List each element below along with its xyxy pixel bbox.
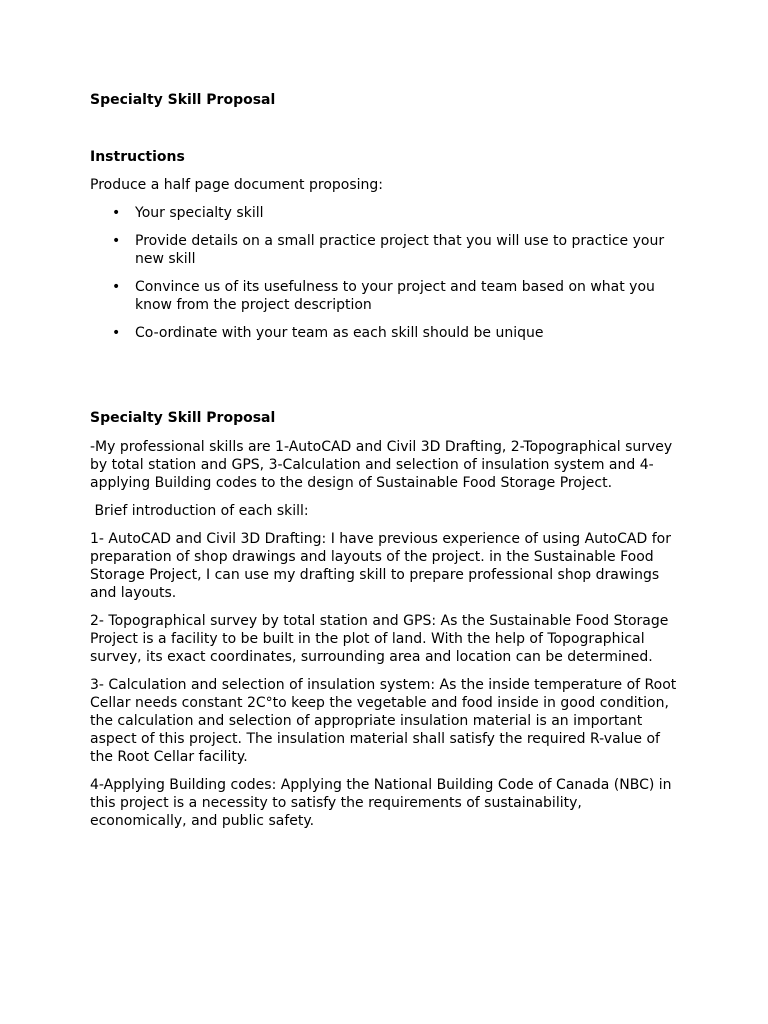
bullet-text: Convince us of its usefulness to your project and team based on what you know from the project description xyxy=(135,279,655,313)
proposal-body xyxy=(90,438,680,840)
bullet-text: Co-ordinate with your team as each skill should be unique xyxy=(135,325,544,341)
skills-summary-paragraph: -My professional skills are 1-AutoCAD and Civil 3D Drafting, 2-Topographical survey by total station and GPS, 3-Calculation and selection of insulation system and 4-applying Building codes to the design of Sustainable Food Storage Project. xyxy=(90,439,677,491)
bullet-item xyxy=(90,204,680,222)
survey-paragraph: 2- Topographical survey by total station and GPS: As the Sustainable Food Storage Project is a facility to be built in the plot of land. With the help of Topographical survey, its exact coordinates, surrounding area and location can be determined. xyxy=(90,613,669,665)
document-title: Specialty Skill Proposal xyxy=(90,92,276,108)
bullet-dot-icon: • xyxy=(112,233,121,249)
insulation-paragraph: 3- Calculation and selection of insulation system: As the inside temperature of Root Cellar needs constant 2C°to keep the vegetable and food inside in good condition, the calculation and selection of appropriate insulation material is an important aspect of this project. The insulation material shall satisfy the required R-value of the Root Cellar facility. xyxy=(90,677,677,765)
brief-intro-paragraph: Brief introduction of each skill: xyxy=(90,503,309,519)
bullet-dot-icon: • xyxy=(112,205,121,221)
bullet-dot-icon: • xyxy=(112,279,121,295)
bullet-text: Your specialty skill xyxy=(135,205,264,221)
bullet-dot-icon: • xyxy=(112,325,121,341)
building-codes-paragraph: 4-Applying Building codes: Applying the National Building Code of Canada (NBC) in this project is a necessity to satisfy the requirements of sustainability, economically, and public safety. xyxy=(90,777,672,829)
bullet-item xyxy=(90,278,680,314)
instructions-heading: Instructions xyxy=(90,149,185,165)
bullet-item xyxy=(90,232,680,268)
autocad-paragraph: 1- AutoCAD and Civil 3D Drafting: I have previous experience of using AutoCAD for preparation of shop drawings and layouts of the project. in the Sustainable Food Storage Project, I can use my drafting skill to prepare professional shop drawings and layouts. xyxy=(90,531,671,601)
bullet-text: Provide details on a small practice project that you will use to practice your new skill xyxy=(135,233,665,267)
instructions-bullet-list xyxy=(90,204,680,352)
proposal-heading: Specialty Skill Proposal xyxy=(90,410,276,426)
bullet-item xyxy=(90,324,680,342)
instructions-intro: Produce a half page document proposing: xyxy=(90,177,383,193)
